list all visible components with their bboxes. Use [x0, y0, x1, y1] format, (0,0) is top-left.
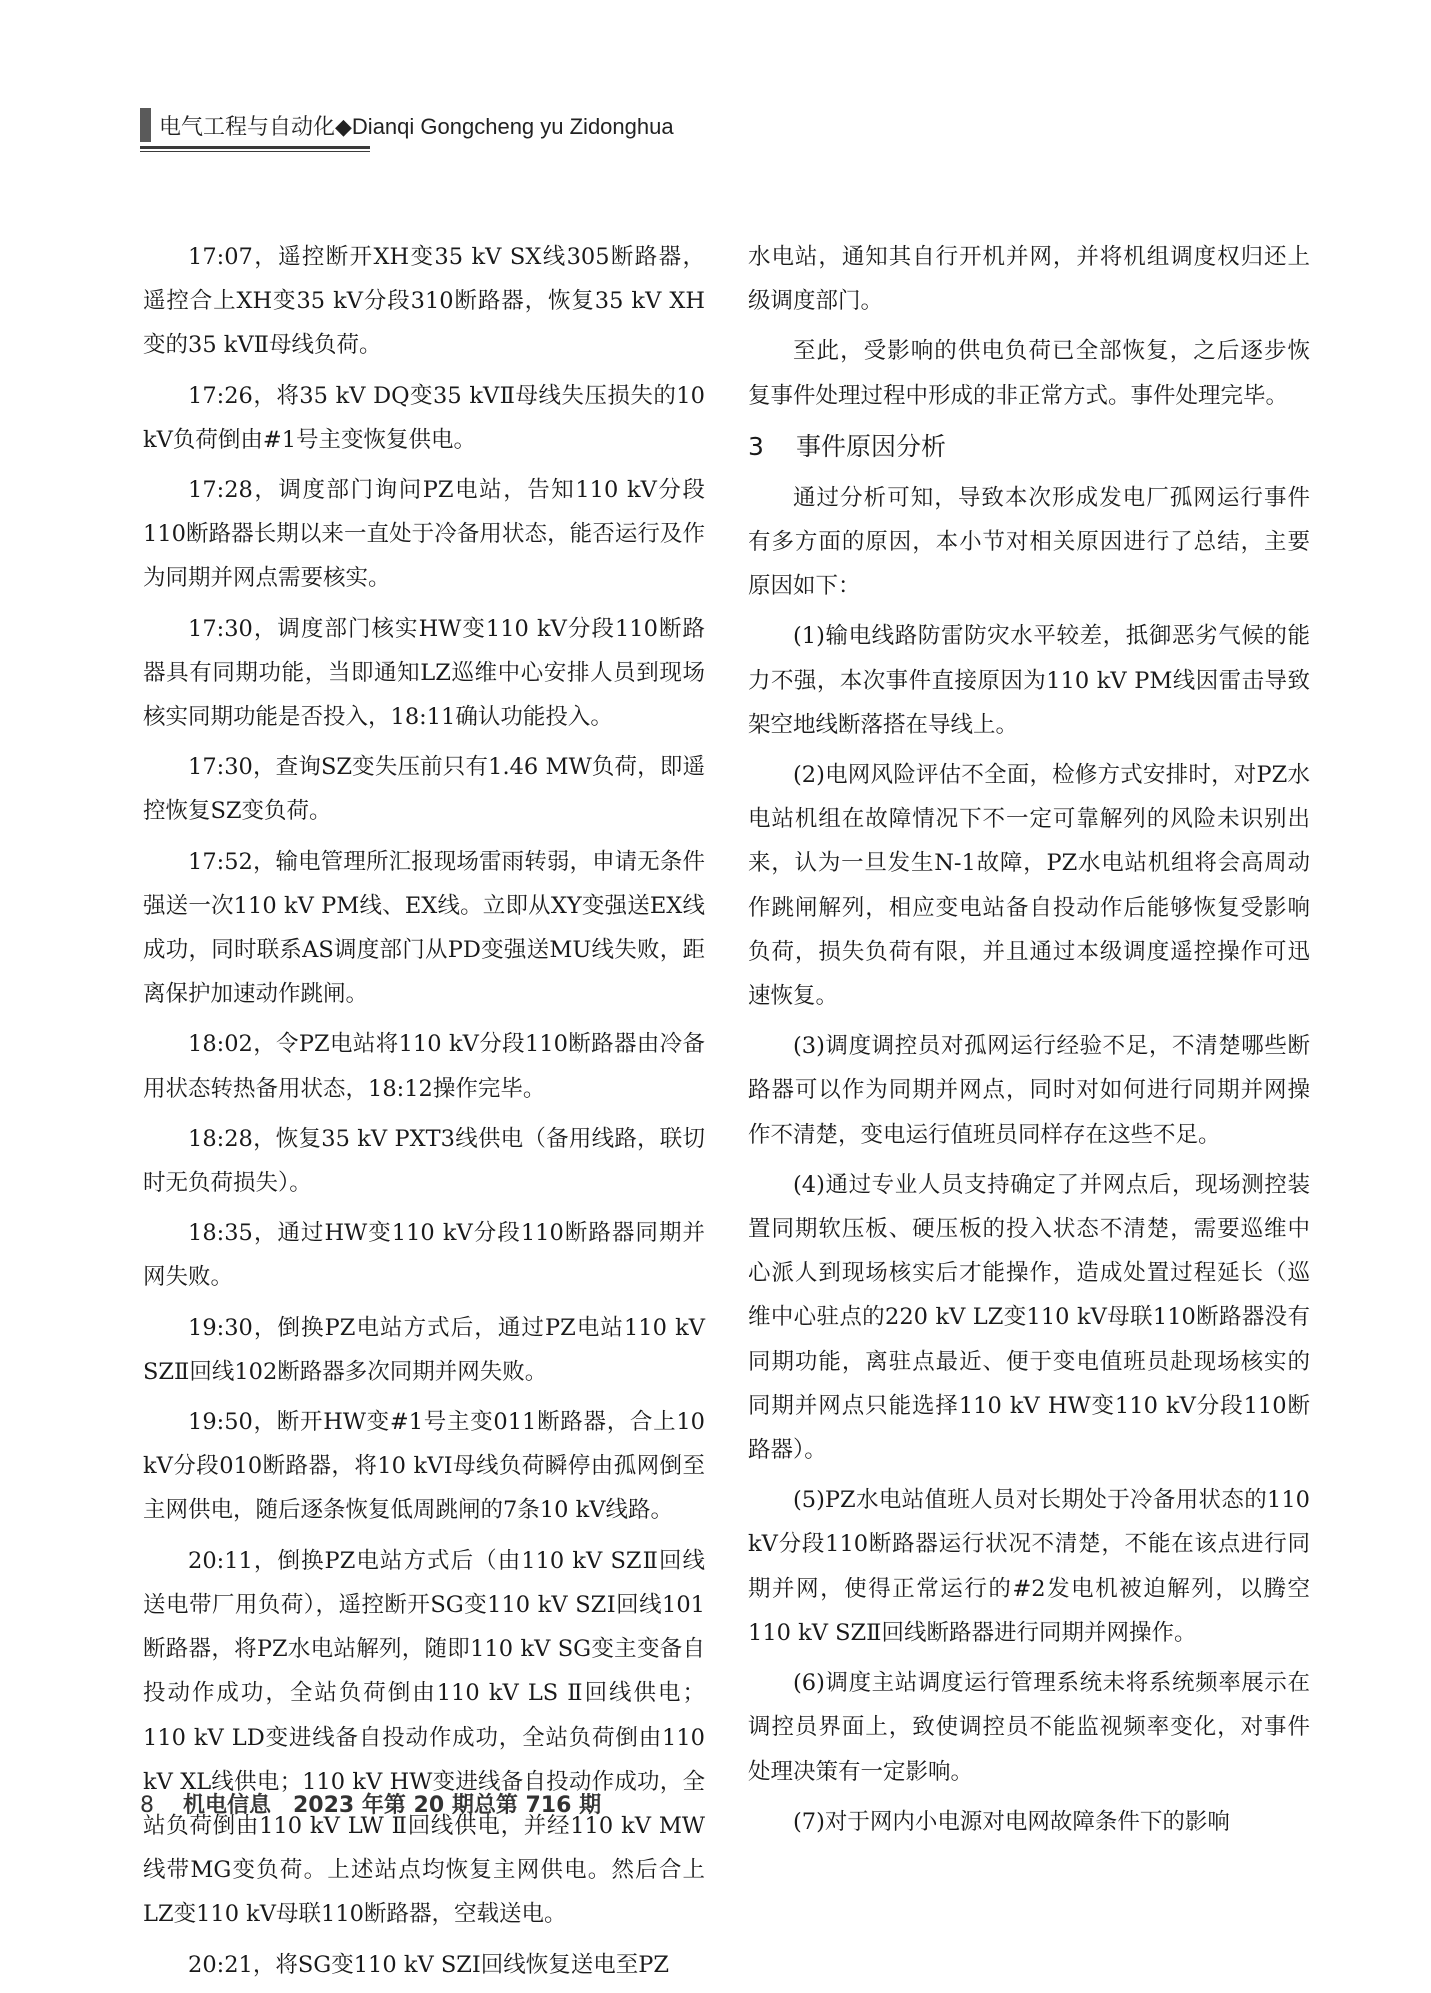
- list-item: (6)调度主站调度运行管理系统未将系统频率展示在调控员界面上，致使调控员不能监视频率变化，对事件处理决策有一定影响。: [748, 1670, 1310, 1785]
- list-item: (3)调度调控员对孤网运行经验不足，不清楚哪些断路器可以作为同期并网点，同时对如何进行同期并网操作不清楚，变电运行值班员同样存在这些不足。: [748, 1033, 1310, 1148]
- section-title: 事件原因分析: [796, 431, 947, 461]
- list-item: (1)输电线路防雷防灾水平较差，抵御恶劣气候的能力不强，本次事件直接原因为110 kV PM线因雷击导致架空地线断落搭在导线上。: [748, 623, 1310, 738]
- list-item: (5)PZ水电站值班人员对长期处于冷备用状态的110 kV分段110断路器运行状况不清楚，不能在该点进行同期并网，使得正常运行的#2发电机被迫解列，以腾空110 kV SZⅡ回线断路器进行同期并网操作。: [748, 1487, 1310, 1646]
- paragraph: 17:30，查询SZ变失压前只有1.46 MW负荷，即遥控恢复SZ变负荷。: [143, 754, 705, 825]
- paragraph: 20:21，将SG变110 kV SZⅠ回线恢复送电至PZ: [188, 1951, 670, 1978]
- header-rule: [140, 146, 370, 149]
- paragraph: 20:11，倒换PZ电站方式后（由110 kV SZⅡ回线送电带厂用负荷），遥控断开SG变110 kV SZⅠ回线101断路器，将PZ水电站解列，随即110 kV SG变主变备自投动作成功，全站负荷倒由110 kV LS Ⅱ回线供电；110 kV LD变进线备自投动作成功，全站负荷倒由110 kV XL线供电；110 kV HW变进线备自投动作成功，全站负荷倒由110 kV LW Ⅱ回线供电，并经110 kV MW线带MG变负荷。上述站点均恢复主网供电。然后合上LZ变110 kV母联110断路器，空载送电。: [143, 1547, 705, 1928]
- paragraph: 17:26，将35 kV DQ变35 kVⅡ母线失压损失的10 kV负荷倒由#1号主变恢复供电。: [143, 382, 705, 453]
- section-heading: [748, 424, 1310, 470]
- list-item: (2)电网风险评估不全面，检修方式安排时，对PZ水电站机组在故障情况下不一定可靠解列的风险未识别出来，认为一旦发生N-1故障，PZ水电站机组将会高周动作跳闸解列，相应变电站备自投动作后能够恢复受影响负荷，损失负荷有限，并且通过本级调度遥控操作可迅速恢复。: [748, 762, 1310, 1010]
- paragraph: 18:28，恢复35 kV PXT3线供电（备用线路，联切时无负荷损失）。: [143, 1125, 705, 1197]
- paragraph: 至此，受影响的供电负荷已全部恢复，之后逐步恢复事件处理过程中形成的非正常方式。事件处理完毕。: [748, 338, 1310, 409]
- paragraph: 19:50，断开HW变#1号主变011断路器，合上10 kV分段010断路器，将10 kVⅠ母线负荷瞬停由孤网倒至主网供电，随后逐条恢复低周跳闸的7条10 kV线路。: [143, 1409, 705, 1524]
- list-item: (7)对于网内小电源对电网故障条件下的影响: [793, 1808, 1230, 1835]
- paragraph: 17:07，遥控断开XH变35 kV SX线305断路器，遥控合上XH变35 kV分段310断路器，恢复35 kV XH变的35 kVⅡ母线负荷。: [143, 244, 705, 359]
- page-footer: [140, 1788, 601, 1819]
- paragraph: 19:30，倒换PZ电站方式后，通过PZ电站110 kV SZⅡ回线102断路器多次同期并网失败。: [143, 1314, 705, 1385]
- page-number: 8: [140, 1793, 154, 1818]
- paragraph: 17:52，输电管理所汇报现场雷雨转弱，申请无条件强送一次110 kV PM线、EX线。立即从XY变强送EX线成功，同时联系AS调度部门从PD变强送MU线失败，距离保护加速动作跳闸。: [143, 848, 705, 1008]
- journal-info: 机电信息 2023 年第 20 期总第 716 期: [183, 1793, 602, 1818]
- header-title: 电气工程与自动化◆Dianqi Gongcheng yu Zidonghua: [159, 113, 674, 139]
- right-column: [748, 235, 1310, 1850]
- section-number: 3: [748, 431, 764, 461]
- paragraph: 通过分析可知，导致本次形成发电厂孤网运行事件有多方面的原因，本小节对相关原因进行了总结，主要原因如下：: [748, 484, 1310, 600]
- paragraph: 17:30，调度部门核实HW变110 kV分段110断路器具有同期功能，当即通知LZ巡维中心安排人员到现场核实同期功能是否投入，18:11确认功能投入。: [143, 615, 705, 731]
- paragraph: 18:02，令PZ电站将110 kV分段110断路器由冷备用状态转热备用状态，18:12操作完毕。: [143, 1031, 705, 1102]
- continued-paragraph: 水电站，通知其自行开机并网，并将机组调度权归还上级调度部门。: [748, 244, 1310, 315]
- header-rule-thin: [140, 151, 370, 152]
- paragraph: 18:35，通过HW变110 kV分段110断路器同期并网失败。: [143, 1220, 705, 1291]
- header-bar-mark: [140, 108, 151, 142]
- running-header: [140, 108, 674, 142]
- list-item: (4)通过专业人员支持确定了并网点后，现场测控装置同期软压板、硬压板的投入状态不清楚，需要巡维中心派人到现场核实后才能操作，造成处置过程延长（巡维中心驻点的220 kV LZ变110 kV母联110断路器没有同期功能，离驻点最近、便于变电值班员赴现场核实的同期并网点只能选择110 kV HW变110 kV分段110断路器）。: [748, 1171, 1310, 1464]
- left-column: [143, 235, 705, 1993]
- paragraph: 17:28，调度部门询问PZ电站，告知110 kV分段110断路器长期以来一直处于冷备用状态，能否运行及作为同期并网点需要核实。: [143, 477, 705, 592]
